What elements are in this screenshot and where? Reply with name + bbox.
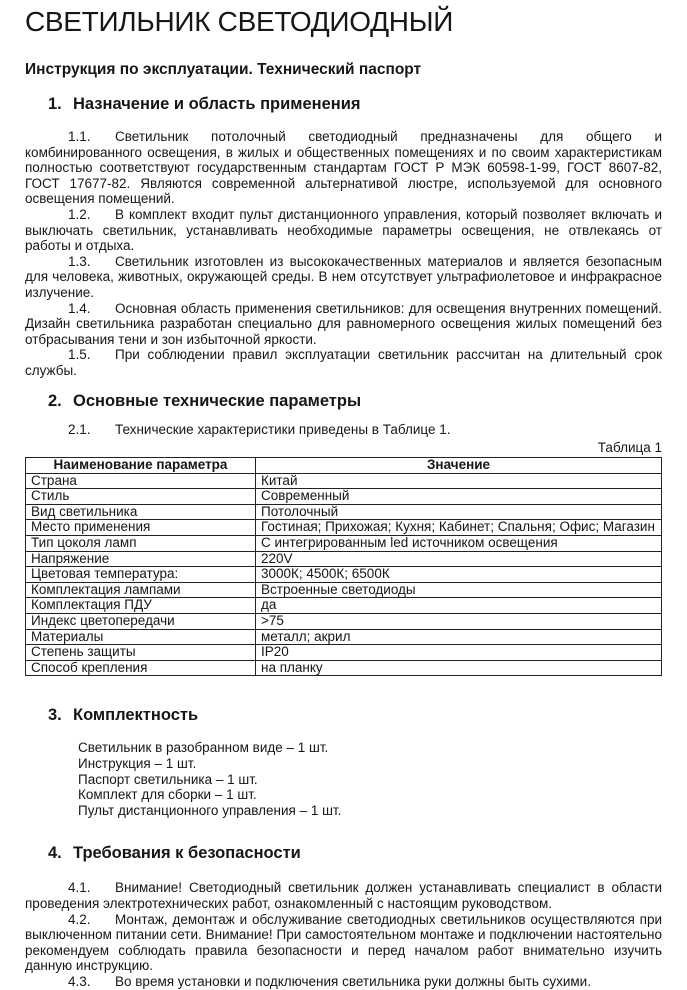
table-row (26, 598, 662, 614)
section-number: 3. (48, 706, 62, 725)
table-row (26, 551, 662, 567)
value-cell: IP20 (256, 645, 662, 661)
section-2-body (25, 422, 662, 438)
table-row (26, 536, 662, 552)
table-row (26, 473, 662, 489)
document-title: СВЕТИЛЬНИК СВЕТОДИОДНЫЙ (25, 6, 454, 37)
value-cell: Современный (256, 489, 662, 505)
value-cell: металл; акрил (256, 629, 662, 645)
value-cell: 3000К; 4500К; 6500К (256, 567, 662, 583)
paragraph-text: Технические характеристики приведены в Таблице 1. (115, 421, 451, 437)
value-cell: Гостиная; Прихожая; Кухня; Кабинет; Спальня; Офис; Магазин (256, 520, 662, 536)
paragraph-text: Во время установки и подключения светильника руки должны быть сухими. (115, 973, 591, 989)
paragraph (25, 912, 662, 974)
specs-table (25, 457, 662, 676)
param-cell: Напряжение (26, 551, 256, 567)
section-heading-3 (25, 706, 662, 725)
value-cell: Потолочный (256, 504, 662, 520)
table-row (26, 660, 662, 676)
section-title: Комплектность (73, 706, 199, 725)
section-heading-4 (25, 844, 662, 863)
section-title: Требования к безопасности (73, 844, 301, 863)
section-number: 1. (48, 95, 62, 113)
value-cell: Китай (256, 473, 662, 489)
param-cell: Комплектация лампами (26, 582, 256, 598)
section-title: Назначение и область применения (73, 95, 361, 113)
param-cell: Материалы (26, 629, 256, 645)
value-cell: да (256, 598, 662, 614)
paragraph (25, 254, 662, 301)
list-item: Светильник в разобранном виде – 1 шт. (78, 740, 329, 756)
section-number: 4. (48, 844, 62, 863)
section-heading-1 (25, 95, 662, 114)
param-cell: Вид светильника (26, 504, 256, 520)
paragraph (25, 301, 662, 348)
table-row (26, 504, 662, 520)
table-caption: Таблица 1 (597, 440, 662, 456)
table-row (26, 567, 662, 583)
paragraph-number: 1.1. (68, 129, 91, 144)
list-item: Инструкция – 1 шт. (78, 756, 197, 771)
paragraph (25, 880, 662, 911)
paragraph-number: 2.1. (68, 421, 91, 437)
param-cell: Место применения (26, 520, 256, 536)
param-cell: Цветовая температура: (26, 567, 256, 583)
section-4-body (25, 880, 662, 989)
paragraph-number: 4.2. (68, 911, 91, 927)
param-cell: Способ крепления (26, 660, 256, 676)
table-row (26, 629, 662, 645)
value-cell: С интегрированным led источником освещения (256, 536, 662, 552)
param-cell: Стиль (26, 489, 256, 505)
paragraph (25, 347, 662, 378)
section-number: 2. (48, 391, 62, 410)
paragraph-text: Монтаж, демонтаж и обслуживание светодиодных светильников осуществляются при выключенном питании сети. Внимание! При самостоятельном монтаже и подключении настоятельно рекомендуем соблюдать правила безопасности и перед началом работ внимательно изучить данную инструкцию. (25, 911, 662, 974)
table-row (26, 645, 662, 661)
value-cell: >75 (256, 614, 662, 630)
param-cell: Страна (26, 473, 256, 489)
paragraph (25, 207, 662, 254)
paragraph-text: В комплект входит пульт дистанционного управления, который позволяет включать и выключать светильник, устанавливать необходимые параметры освещения, не отвлекаясь от работы и отдыха. (25, 206, 662, 254)
section-1-body (25, 129, 662, 379)
kit-contents-list (25, 740, 662, 818)
table-row (26, 582, 662, 598)
section-title: Основные технические параметры (73, 391, 362, 410)
value-cell: на планку (256, 660, 662, 676)
table-row (26, 520, 662, 536)
paragraph-number: 1.4. (68, 300, 91, 316)
table-header-row (26, 458, 662, 474)
paragraph (25, 129, 662, 207)
table-row (26, 614, 662, 630)
param-cell: Степень защиты (26, 645, 256, 661)
paragraph-number: 1.2. (68, 206, 91, 222)
list-item: Пульт дистанционного управления – 1 шт. (78, 802, 342, 818)
document-subtitle: Инструкция по эксплуатации. Технический паспорт (25, 61, 422, 78)
paragraph-number: 1.3. (68, 253, 91, 269)
list-item: Комплект для сборки – 1 шт. (78, 787, 257, 803)
table-row (26, 489, 662, 505)
section-heading-2 (25, 392, 662, 411)
param-cell: Индекс цветопередачи (26, 614, 256, 630)
table-header-parameter: Наименование параметра (26, 458, 256, 474)
value-cell: 220V (256, 551, 662, 567)
param-cell: Тип цоколя ламп (26, 536, 256, 552)
paragraph-text: Основная область применения светильников: для освещения внутренних помещений. Дизайн светильника разработан специально для равномерного освещения жилых помещений без отбрасывания тени и зон избыточной яркости. (25, 300, 662, 347)
paragraph (25, 422, 662, 438)
list-item: Паспорт светильника – 1 шт. (78, 771, 258, 787)
paragraph-number: 4.3. (68, 973, 91, 989)
paragraph-text: Внимание! Светодиодный светильник должен устанавливать специалист в области проведения электротехнических работ, ознакомленный с настоящим руководством. (25, 880, 662, 911)
param-cell: Комплектация ПДУ (26, 598, 256, 614)
paragraph (25, 974, 662, 990)
paragraph-text: Светильник изготовлен из высококачественных материалов и является безопасным для человека, животных, окружающей среды. В нем отсутствует ультрафиолетовое и инфракрасное излучение. (25, 253, 662, 300)
value-cell: Встроенные светодиоды (256, 582, 662, 598)
paragraph-text: При соблюдении правил эксплуатации светильник рассчитан на длительный срок службы. (25, 347, 662, 378)
table-header-value: Значение (256, 458, 662, 474)
paragraph-text: Светильник потолочный светодиодный предназначены для общего и комбинированного освещения, в жилых и общественных помещениях и по своим характеристикам полностью соответствуют государственным стандартам ГОСТ Р МЭК 60598-1-99, ГОСТ 8607-82, ГОСТ 17677-82. Являются современной альтернативой люстре, используемой для основного освещения помещений. (25, 129, 662, 207)
paragraph-number: 4.1. (68, 880, 91, 896)
paragraph-number: 1.5. (68, 347, 91, 363)
